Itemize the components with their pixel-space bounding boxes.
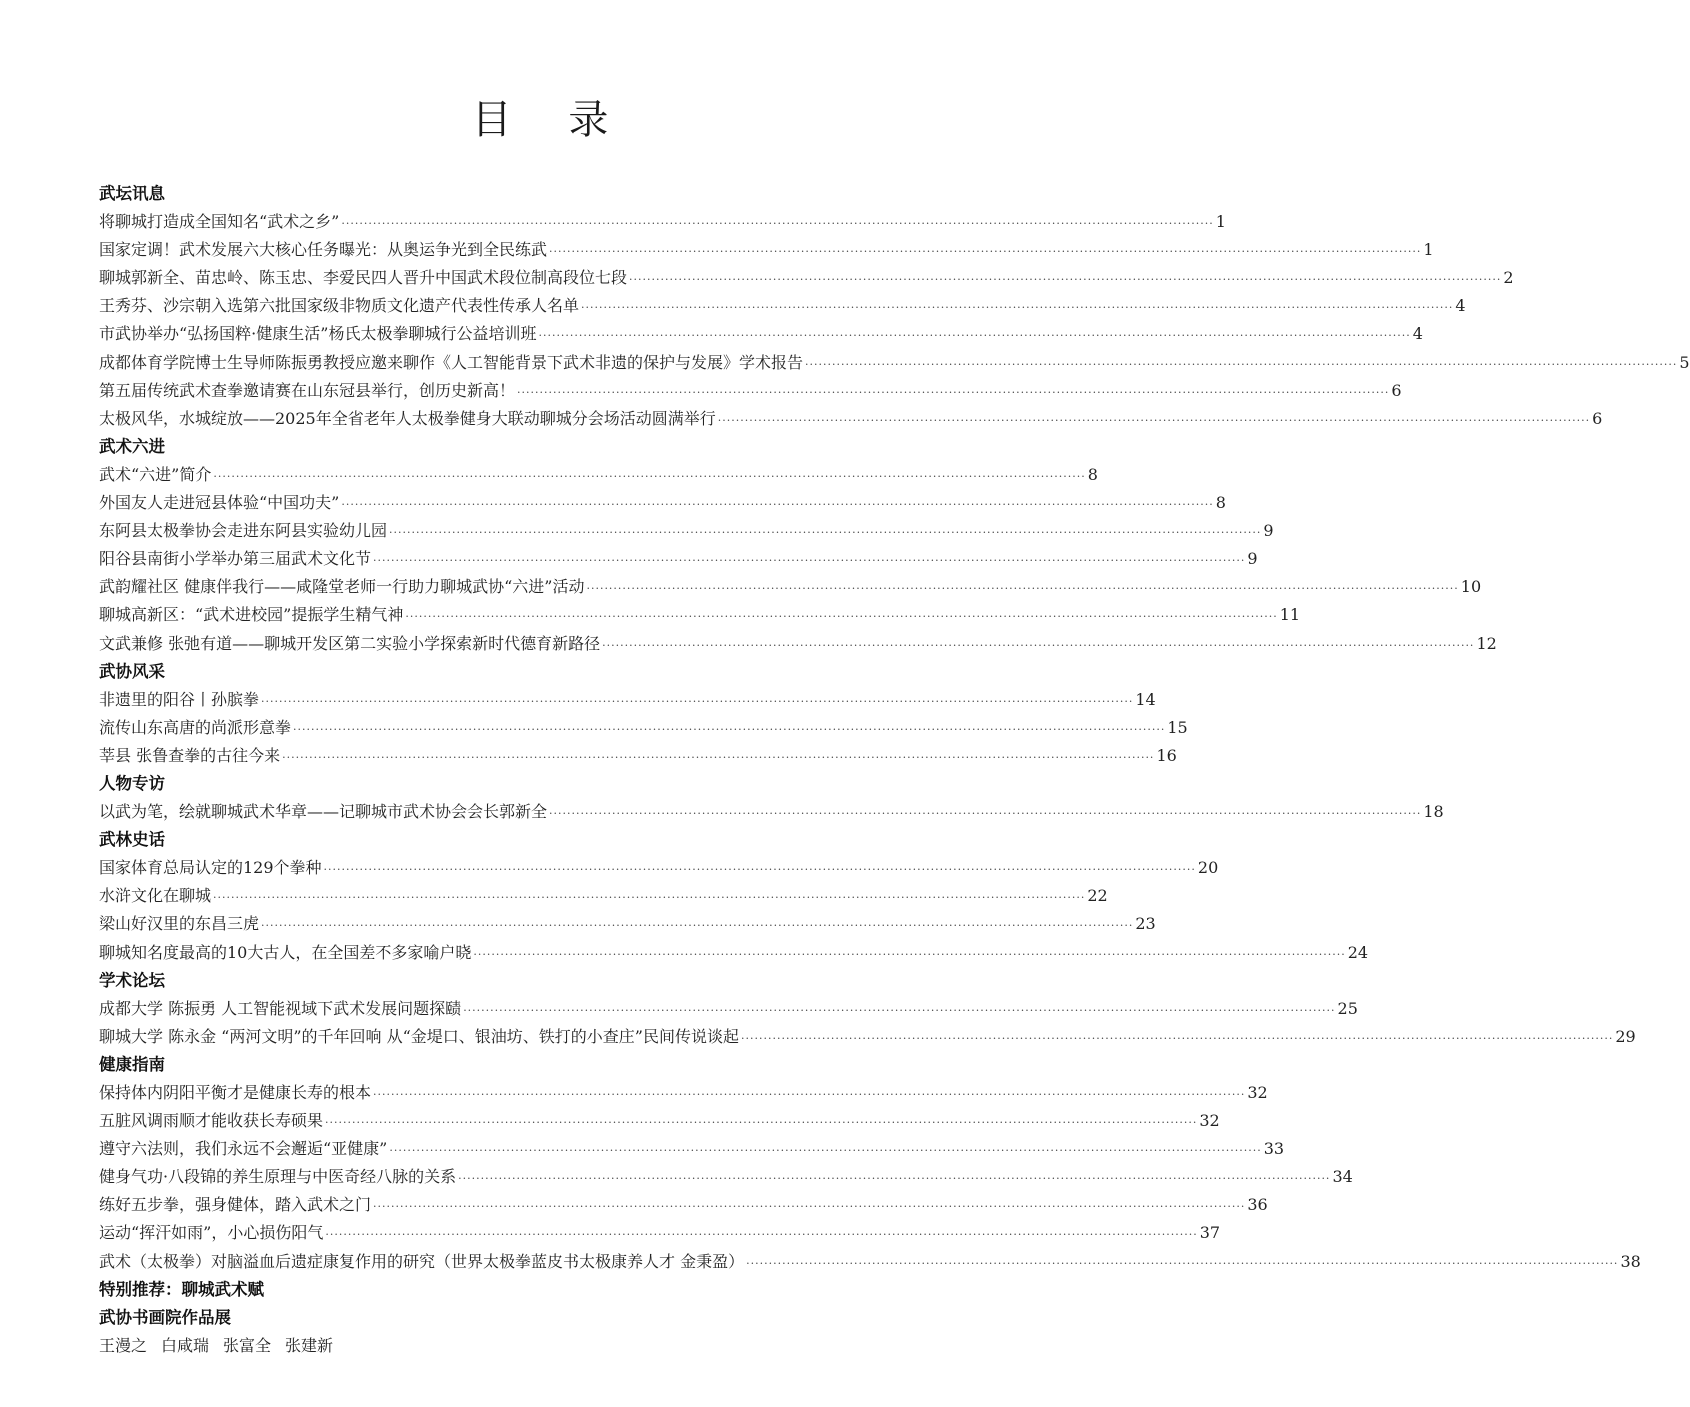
toc-entry-title: 第五届传统武术查拳邀请赛在山东冠县举行，创历史新高！ xyxy=(99,380,516,400)
dot-leader xyxy=(373,1193,1245,1221)
section-heading: 健康指南 xyxy=(99,1054,165,1074)
toc-entry-title: 聊城高新区：“武术进校园”提振学生精气神 xyxy=(99,605,404,625)
toc-entry-title: 健身气功·八段锦的养生原理与中医奇经八脉的关系 xyxy=(99,1167,457,1187)
toc-page-number: 6 xyxy=(1592,408,1603,428)
toc-entry-title: 练好五步拳，强身健体，踏入武术之门 xyxy=(99,1195,372,1215)
toc-page-number: 20 xyxy=(1197,858,1219,878)
toc-entry-title: 武术“六进”简介 xyxy=(99,464,212,484)
toc-page-number: 9 xyxy=(1247,549,1258,569)
section-heading: 人物专访 xyxy=(99,773,165,793)
artist-list xyxy=(99,1332,977,1360)
toc-entry-title: 五脏风调雨顺才能收获长寿硕果 xyxy=(99,1111,324,1131)
toc-page-number: 36 xyxy=(1247,1195,1268,1215)
dot-leader xyxy=(405,603,1277,631)
toc-page-number: 32 xyxy=(1199,1111,1220,1131)
toc-page-number: 12 xyxy=(1476,633,1497,653)
dot-leader xyxy=(324,856,1196,884)
toc-entry-title: 保持体内阴阳平衡才是健康长寿的根本 xyxy=(99,1083,372,1102)
toc-entry[interactable] xyxy=(99,1079,1268,1107)
toc-entry-title: 遵守六法则，我们永远不会邂逅“亚健康” xyxy=(99,1139,388,1159)
section-heading: 武林史话 xyxy=(99,830,165,850)
toc-entry-title: 文武兼修 张弛有道——聊城开发区第二实验小学探索新时代德育新路径 xyxy=(99,633,601,653)
dot-leader xyxy=(549,800,1421,828)
dot-leader xyxy=(602,632,1474,660)
toc-page-number: 10 xyxy=(1460,577,1482,597)
toc-entry[interactable] xyxy=(99,939,1369,967)
toc-entry[interactable] xyxy=(99,882,1108,910)
toc-entry-title: 聊城大学 陈永金 “两河文明”的千年回响 从“金堤口、银油坊、铁打的小查庄”民间传说谈起 xyxy=(99,1026,739,1046)
dot-leader xyxy=(389,519,1261,547)
toc-entry-title: 国家体育总局认定的129个拳种 xyxy=(99,858,322,878)
toc-entry-title: 市武协举办“弘扬国粹·健康生活”杨氏太极拳聊城行公益培训班 xyxy=(99,324,537,344)
toc-entry-title: 流传山东高唐的尚派形意拳 xyxy=(99,717,292,737)
toc-page-number: 23 xyxy=(1135,914,1156,934)
toc-entry-title: 阳谷县南街小学举办第三届武术文化节 xyxy=(99,549,372,569)
toc-entry[interactable] xyxy=(99,320,1423,348)
toc-entry-title: 太极风华，水城绽放——2025年全省老年人太极拳健身大联动聊城分会场活动圆满举行 xyxy=(99,408,716,428)
toc-entry[interactable] xyxy=(99,995,1358,1023)
toc-entry[interactable] xyxy=(99,910,1156,938)
toc-entry-title: 王秀芬、沙宗朝入选第六批国家级非物质文化遗产代表性传承人名单 xyxy=(99,296,580,316)
dot-leader xyxy=(746,1250,1618,1278)
toc-entry[interactable] xyxy=(99,1023,1636,1051)
toc-page-number: 22 xyxy=(1087,886,1108,906)
section-heading: 武坛讯息 xyxy=(99,184,165,203)
toc-entry[interactable] xyxy=(99,686,1156,714)
toc-entry[interactable] xyxy=(99,377,1402,405)
dot-leader xyxy=(517,379,1389,407)
toc-page-number: 14 xyxy=(1135,689,1156,709)
toc-entry[interactable] xyxy=(99,405,1603,433)
toc-page-number: 9 xyxy=(1263,521,1274,541)
dot-leader xyxy=(341,210,1213,238)
dot-leader xyxy=(463,997,1335,1025)
toc-page-number: 2 xyxy=(1503,268,1514,288)
artist-name: 张建新 xyxy=(285,1335,334,1355)
dot-leader xyxy=(805,351,1677,379)
dot-leader xyxy=(586,575,1458,603)
toc-page-number: 33 xyxy=(1263,1139,1285,1159)
toc-entry-title: 以武为笔，绘就聊城武术华章——记聊城市武术协会会长郭新全 xyxy=(99,802,548,822)
toc-entry-title: 运动“挥汗如雨”，小心损伤阳气 xyxy=(99,1223,324,1243)
toc-page-number: 4 xyxy=(1455,296,1466,316)
toc-entry[interactable] xyxy=(99,264,1514,292)
toc-page-number: 37 xyxy=(1199,1223,1221,1243)
dot-leader xyxy=(261,688,1133,716)
dot-leader xyxy=(473,941,1345,969)
toc-entry[interactable] xyxy=(99,1135,1285,1163)
dot-leader xyxy=(213,884,1085,912)
dot-leader xyxy=(549,238,1421,266)
toc-entry-title: 国家定调！武术发展六大核心任务曝光：从奥运争光到全民练武 xyxy=(99,240,548,260)
section-heading: 武术六进 xyxy=(99,436,165,456)
toc-page-number: 25 xyxy=(1337,998,1358,1018)
toc-entry[interactable] xyxy=(99,489,1226,517)
toc-entry-title: 东阿县太极拳协会走进东阿县实验幼儿园 xyxy=(99,521,388,541)
dot-leader xyxy=(538,322,1410,350)
toc-entry[interactable] xyxy=(99,236,1434,264)
toc-page-number: 8 xyxy=(1087,464,1098,484)
toc-page-number: 16 xyxy=(1156,745,1177,765)
toc-page-number: 1 xyxy=(1215,212,1226,232)
toc-page-number: 34 xyxy=(1332,1167,1353,1187)
toc-entry[interactable] xyxy=(99,208,1226,236)
toc-entry[interactable] xyxy=(99,1107,1220,1135)
toc-page-number: 38 xyxy=(1620,1251,1641,1271)
toc-page-number: 15 xyxy=(1167,717,1188,737)
toc-entry-title: 成都体育学院博士生导师陈振勇教授应邀来聊作《人工智能背景下武术非遗的保护与发展》学术报告 xyxy=(99,352,804,372)
toc-entry[interactable] xyxy=(99,545,1258,573)
toc-page-number: 24 xyxy=(1347,942,1369,962)
dot-leader xyxy=(741,1025,1613,1053)
toc-entry[interactable] xyxy=(99,1219,1221,1247)
toc-page-number: 1 xyxy=(1423,240,1434,260)
toc-entry[interactable] xyxy=(99,461,1098,489)
dot-leader xyxy=(325,1109,1197,1137)
page-title: 目 录 xyxy=(471,97,631,143)
dot-leader xyxy=(629,266,1501,294)
dot-leader xyxy=(325,1221,1197,1249)
dot-leader xyxy=(282,744,1154,772)
toc-entry-title: 成都大学 陈振勇 人工智能视域下武术发展问题探赜 xyxy=(99,998,462,1018)
toc-page-number: 29 xyxy=(1615,1026,1636,1046)
artist-name: 白咸瑞 xyxy=(161,1335,210,1355)
toc-entry[interactable] xyxy=(99,1248,1641,1276)
toc-entry-title: 水浒文化在聊城 xyxy=(99,886,212,906)
toc-page-number: 8 xyxy=(1215,493,1226,513)
dot-leader xyxy=(718,407,1590,435)
special-recommendation: 特别推荐：聊城武术赋 xyxy=(99,1279,264,1299)
gallery-heading: 武协书画院作品展 xyxy=(99,1307,231,1327)
toc-entry[interactable] xyxy=(99,517,1274,545)
toc-entry[interactable] xyxy=(99,798,1444,826)
toc-entry[interactable] xyxy=(99,292,1466,320)
toc-entry-title: 武术（太极拳）对脑溢血后遗症康复作用的研究（世界太极拳蓝皮书太极康养人才 金秉盈） xyxy=(99,1251,745,1271)
toc-page-number: 6 xyxy=(1391,380,1402,400)
dot-leader xyxy=(458,1165,1330,1193)
dot-leader xyxy=(261,912,1133,940)
toc-entry[interactable] xyxy=(99,1191,1268,1219)
toc-entry[interactable] xyxy=(99,742,1177,770)
dot-leader xyxy=(581,294,1453,322)
dot-leader xyxy=(341,491,1213,519)
toc-entry-title: 梁山好汉里的东昌三虎 xyxy=(99,914,260,934)
toc-entry[interactable] xyxy=(99,349,1690,377)
toc-page-number: 5 xyxy=(1679,352,1690,372)
toc-entry-title: 外国友人走进冠县体验“中国功夫” xyxy=(99,493,340,513)
dot-leader xyxy=(389,1137,1261,1165)
toc-entry[interactable] xyxy=(99,601,1301,629)
toc-entry-title: 将聊城打造成全国知名“武术之乡” xyxy=(99,212,340,232)
dot-leader xyxy=(373,547,1245,575)
toc-page-number: 4 xyxy=(1412,324,1423,344)
toc-entry[interactable] xyxy=(99,714,1188,742)
toc-entry[interactable] xyxy=(99,573,1482,601)
artist-name: 张富全 xyxy=(223,1335,272,1355)
section-heading: 学术论坛 xyxy=(99,970,165,990)
table-of-contents xyxy=(99,180,1690,1360)
toc-entry-title: 聊城知名度最高的10大古人，在全国差不多家喻户晓 xyxy=(99,942,472,962)
toc-entry[interactable] xyxy=(99,630,1497,658)
dot-leader xyxy=(293,716,1165,744)
dot-leader xyxy=(373,1081,1245,1109)
artist-name: 王漫之 xyxy=(99,1335,148,1355)
dot-leader xyxy=(213,463,1085,491)
toc-entry-title: 非遗里的阳谷丨孙膑拳 xyxy=(99,689,260,709)
section-heading: 武协风采 xyxy=(99,661,165,681)
toc-entry[interactable] xyxy=(99,854,1219,882)
toc-page-number: 18 xyxy=(1423,802,1444,822)
toc-entry-title: 莘县 张鲁查拳的古往今来 xyxy=(99,745,281,765)
toc-entry[interactable] xyxy=(99,1163,1353,1191)
toc-page-number: 32 xyxy=(1247,1083,1268,1102)
toc-entry-title: 聊城郭新全、苗忠岭、陈玉忠、李爱民四人晋升中国武术段位制高段位七段 xyxy=(99,268,628,288)
toc-page-number: 11 xyxy=(1279,605,1301,625)
toc-entry-title: 武韵耀社区 健康伴我行——咸隆堂老师一行助力聊城武协“六进”活动 xyxy=(99,577,585,597)
